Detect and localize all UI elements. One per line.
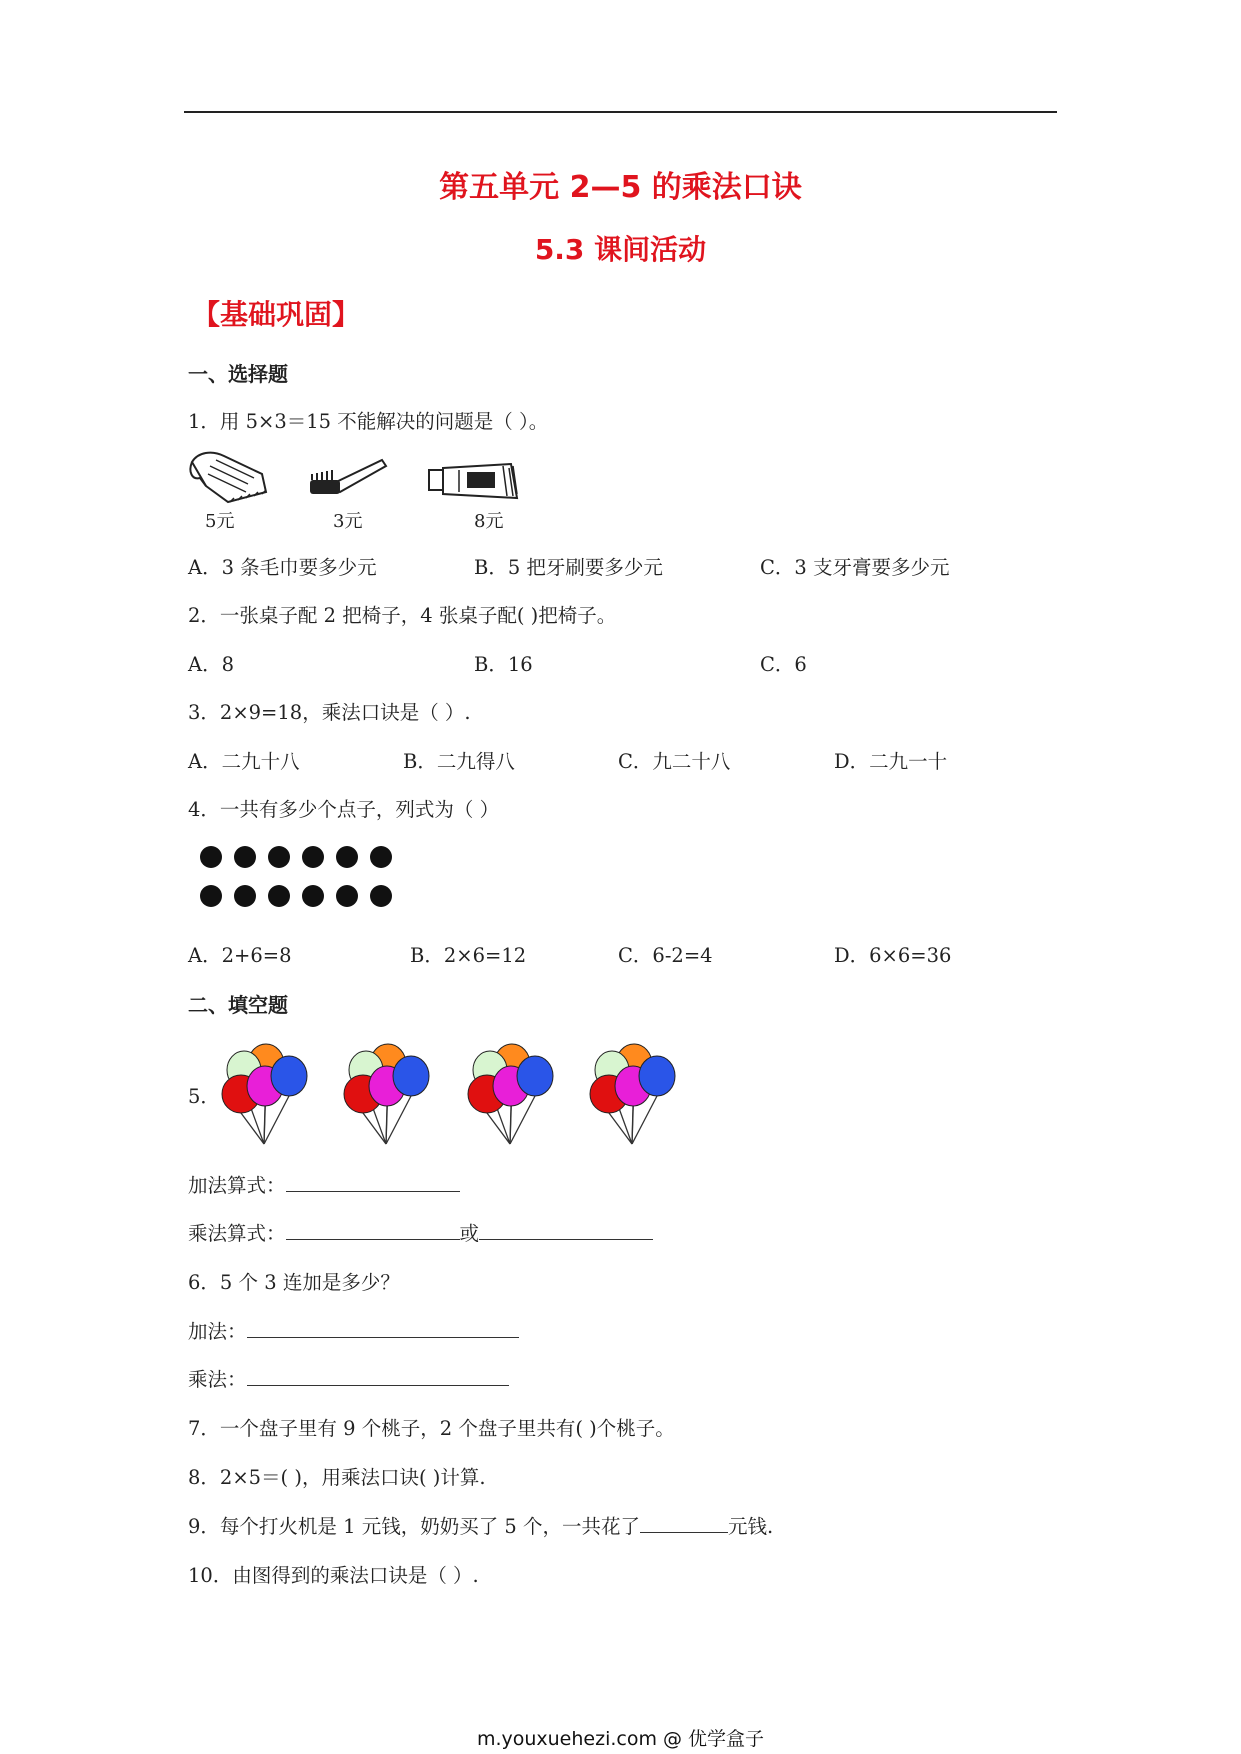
- question-6-mul-row: [188, 1364, 509, 1392]
- toothbrush-icon: [304, 454, 388, 502]
- question-2-option-c[interactable]: C．6: [760, 653, 807, 676]
- balloon-string: [241, 1113, 264, 1144]
- balloon: [271, 1056, 307, 1096]
- question-5-mul-row: [188, 1218, 653, 1246]
- dot: [370, 885, 392, 907]
- balloon-string: [386, 1106, 387, 1144]
- question-1-option-b[interactable]: B．5 把牙刷要多少元: [474, 556, 663, 579]
- question-3-option-d[interactable]: D．二九一十: [834, 750, 948, 773]
- question-9-blank[interactable]: [640, 1514, 728, 1533]
- question-5-add-label: 加法算式：: [188, 1174, 286, 1197]
- towel-icon: [186, 448, 272, 508]
- question-3-option-b[interactable]: B．二九得八: [403, 750, 515, 773]
- question-9-stem-after: 元钱.: [728, 1515, 774, 1538]
- question-1-option-a[interactable]: A．3 条毛巾要多少元: [188, 556, 377, 579]
- towel-price: 5元: [205, 511, 235, 532]
- question-9-row: [188, 1511, 773, 1539]
- balloon-string: [264, 1106, 265, 1144]
- balloon: [639, 1056, 675, 1096]
- balloon-bunches: [218, 1040, 738, 1150]
- balloon-string: [632, 1106, 633, 1144]
- dot: [234, 885, 256, 907]
- section-title-fill: 二、填空题: [188, 993, 288, 1017]
- section-title-choice: 一、选择题: [188, 362, 288, 386]
- dot: [268, 885, 290, 907]
- dot: [234, 846, 256, 868]
- question-2-option-b[interactable]: B．16: [474, 653, 533, 676]
- balloon: [517, 1056, 553, 1096]
- unit-title: 第五单元 2—5 的乘法口诀: [439, 170, 802, 205]
- question-1-option-c[interactable]: C．3 支牙膏要多少元: [760, 556, 950, 579]
- question-5-mul-blank-1[interactable]: [286, 1221, 460, 1240]
- balloon-bunch: [218, 1040, 318, 1150]
- dot: [268, 846, 290, 868]
- question-2-stem: 2．一张桌子配 2 把椅子，4 张桌子配( )把椅子。: [188, 604, 617, 627]
- dot: [200, 846, 222, 868]
- toothbrush-price: 3元: [333, 511, 363, 532]
- question-4-option-c[interactable]: C．6-2=4: [618, 944, 713, 967]
- footer-source: m.youxuehezi.com @ 优学盒子: [476, 1728, 765, 1750]
- question-6-mul-blank[interactable]: [247, 1367, 509, 1386]
- dot: [302, 885, 324, 907]
- question-3-option-c[interactable]: C．九二十八: [618, 750, 731, 773]
- question-5-add-row: [188, 1170, 460, 1198]
- question-1-stem: 1．用 5×3＝15 不能解决的问题是（ ）。: [188, 410, 549, 433]
- balloon-string: [487, 1113, 510, 1144]
- toothpaste-icon: [425, 458, 521, 504]
- balloon-string: [609, 1113, 632, 1144]
- question-4-option-a[interactable]: A．2+6=8: [188, 944, 292, 967]
- balloon-bunch: [464, 1040, 564, 1150]
- balloon-bunch: [586, 1040, 686, 1150]
- question-3-stem: 3．2×9=18，乘法口诀是（ ）.: [188, 701, 471, 724]
- dot: [200, 885, 222, 907]
- balloon-string: [510, 1106, 511, 1144]
- lesson-title: 5.3 课间活动: [534, 233, 707, 266]
- dot: [370, 846, 392, 868]
- question-6-add-label: 加法：: [188, 1320, 247, 1343]
- toothpaste-price: 8元: [474, 511, 504, 532]
- question-9-stem-before: 9．每个打火机是 1 元钱，奶奶买了 5 个，一共花了: [188, 1515, 641, 1538]
- question-4-option-b[interactable]: B．2×6=12: [410, 944, 527, 967]
- question-4-option-d[interactable]: D．6×6=36: [834, 944, 952, 967]
- header-rule: [184, 111, 1057, 113]
- question-5-or: 或: [459, 1222, 480, 1245]
- question-6-mul-label: 乘法：: [188, 1368, 247, 1391]
- question-6-stem: 6．5 个 3 连加是多少？: [188, 1271, 400, 1294]
- dot: [336, 885, 358, 907]
- question-4-stem: 4．一共有多少个点子，列式为（ ）: [188, 798, 500, 821]
- question-6-add-blank[interactable]: [247, 1319, 519, 1338]
- question-3-option-a[interactable]: A．二九十八: [188, 750, 300, 773]
- balloon: [393, 1056, 429, 1096]
- question-5-mul-blank-2[interactable]: [479, 1221, 653, 1240]
- question-5-number: 5．: [188, 1085, 220, 1108]
- question-5-mul-label: 乘法算式：: [188, 1222, 286, 1245]
- question-2-option-a[interactable]: A．8: [188, 653, 234, 676]
- section-banner: 【基础巩固】: [192, 298, 361, 331]
- dot: [336, 846, 358, 868]
- balloon-string: [363, 1113, 386, 1144]
- dot: [302, 846, 324, 868]
- balloon-bunch: [340, 1040, 440, 1150]
- question-7-stem: 7．一个盘子里有 9 个桃子，2 个盘子里共有( )个桃子。: [188, 1417, 675, 1440]
- question-5-add-blank[interactable]: [286, 1173, 460, 1192]
- question-8-stem: 8．2×5＝( )，用乘法口诀( )计算.: [188, 1466, 486, 1489]
- question-10-stem: 10．由图得到的乘法口诀是（ ）.: [188, 1564, 479, 1587]
- question-6-add-row: [188, 1316, 519, 1344]
- dot-array: [196, 843, 396, 913]
